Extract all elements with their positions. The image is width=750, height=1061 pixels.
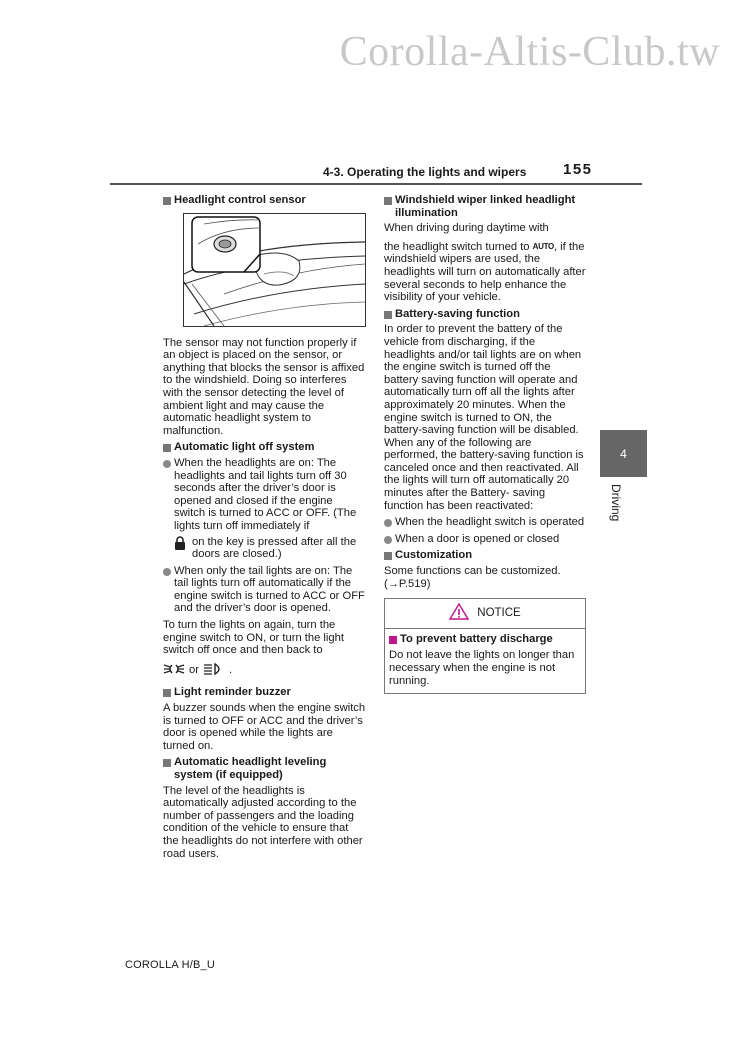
- headlight-icon: [203, 663, 225, 679]
- page-number: 155: [563, 161, 593, 178]
- battery-paragraph-2: When any of the following are performed, the battery-saving function is canceled once and then reactivated. All the lights will turn off automatically 20 minutes after the Battery- saving function has been reactivated:: [384, 436, 584, 512]
- or-text: or: [189, 664, 199, 677]
- wiper-paragraph-a: When driving during daytime with: [384, 222, 549, 235]
- period-text: .: [228, 664, 233, 677]
- turn-on-again-paragraph: To turn the lights on again, turn the engine switch to ON, or turn the light switch off once and then back to: [163, 619, 344, 657]
- wiper-paragraph: [384, 241, 587, 304]
- header-rule: [110, 183, 642, 185]
- bullet-tail-lights-on: When only the tail lights are on: The tail lights turn off automatically if the engine switch is turned to ACC or OFF and the driver’s door is opened.: [163, 565, 366, 615]
- warning-triangle-icon: [449, 603, 469, 624]
- battery-paragraph-1: In order to prevent the battery of the vehicle from discharging, if the headlights and/or tail lights are on when the engine switch is turned off the battery saving function will operate and automatically turn off all the lights after approximately 20 minutes. When the engine switch is turned to ON, the battery-saving function will be disabled.: [384, 323, 582, 437]
- lock-icon: [174, 536, 186, 554]
- heading-light-reminder: Light reminder buzzer: [163, 686, 366, 699]
- heading-battery-saving: Battery-saving function: [384, 308, 587, 321]
- chapter-tab: 4: [600, 430, 647, 477]
- notice-body: [385, 629, 585, 693]
- section-title: 4-3. Operating the lights and wipers: [323, 165, 527, 179]
- left-column: [163, 190, 366, 864]
- sensor-paragraph: The sensor may not function properly if an object is placed on the sensor, or anything that blocks the sensor is affixed to the windshield. Doing so interferes with the sensor detecting the level of ambient light and may cause the automatic headlight system to malfunction.: [163, 336, 365, 437]
- notice-title: To prevent battery discharge: [389, 633, 581, 646]
- bullet-headlights-on-text: When the headlights are on: The headlights and tail lights turn off 30 seconds after the driver’s door is opened and closed if the engine switch is turned to ACC or OFF. (The lights turn off immediately if: [174, 456, 357, 532]
- bullet-headlights-on: [163, 457, 366, 561]
- chapter-label: Driving: [609, 484, 623, 522]
- light-switch-symbols: [163, 663, 366, 679]
- tail-light-icon: [163, 663, 185, 679]
- buzzer-paragraph: A buzzer sounds when the engine switch is turned to OFF or ACC and the driver’s door is opened while the lights are turned on.: [163, 702, 366, 752]
- heading-auto-leveling: Automatic headlight leveling system (if equipped): [163, 756, 366, 781]
- notice-header: [385, 599, 585, 629]
- bullet-door: When a door is opened or closed: [384, 533, 587, 546]
- wiper-paragraph-b: the headlight switch turned to: [384, 240, 530, 253]
- right-column: [384, 190, 587, 694]
- bullet-headlights-on-text-2: on the key is pressed after all the doors are closed.): [192, 535, 357, 561]
- notice-label: NOTICE: [477, 607, 521, 620]
- customization-paragraph: Some functions can be customized. (→P.519): [384, 565, 561, 590]
- leveling-paragraph: The level of the headlights is automatically adjusted according to the number of passengers and the loading condition of the vehicle to ensure that the headlights do not interfere with other road users.: [163, 784, 363, 860]
- notice-box: [384, 598, 586, 694]
- watermark: Corolla-Altis-Club.tw: [339, 29, 720, 75]
- heading-wiper-linked: Windshield wiper linked headlight illumination: [384, 194, 587, 219]
- footer-model: COROLLA H/B_U: [125, 959, 216, 971]
- sensor-illustration: [183, 213, 366, 327]
- windshield-sensor-drawing: [184, 214, 365, 326]
- heading-headlight-sensor: Headlight control sensor: [163, 194, 366, 207]
- auto-icon: AUTO: [532, 241, 554, 251]
- heading-auto-light-off: Automatic light off system: [163, 441, 366, 454]
- wiper-paragraph-c: , if the windshield wipers are used, the headlights will turn on automatically after several seconds to help enhance the visibility of your vehicle.: [384, 240, 586, 304]
- notice-text: Do not leave the lights on longer than necessary when the engine is not running.: [389, 649, 575, 687]
- heading-customization: Customization: [384, 549, 587, 562]
- bullet-headlight-switch: When the headlight switch is operated: [384, 516, 587, 529]
